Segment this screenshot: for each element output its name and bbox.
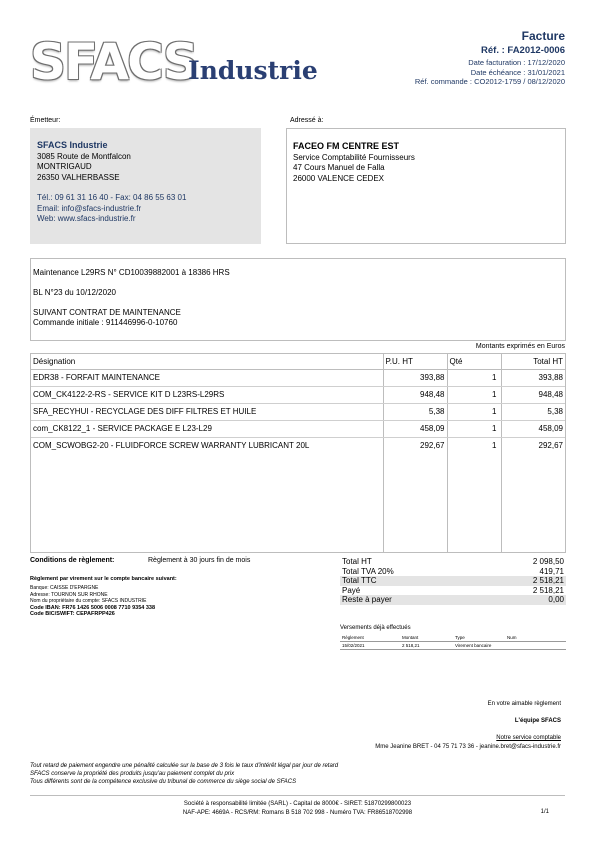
accounting-contact: Mme Jeanine BRET - 04 75 71 73 36 - jeanine.bret@sfacs-industrie.fr bbox=[375, 744, 561, 750]
total-value: 0,00 bbox=[548, 595, 564, 605]
payment-type: Virement bancaire bbox=[453, 642, 505, 650]
note-initial-order: Commande initiale : 911446996-0-10760 bbox=[33, 318, 178, 327]
cell-designation: EDR38 - FORFAIT MAINTENANCE bbox=[31, 369, 383, 386]
filler-cell bbox=[447, 454, 501, 553]
bank-iban: Code IBAN: FR76 1426 5006 0008 7710 9354 338 bbox=[30, 604, 156, 611]
table-row bbox=[31, 420, 565, 437]
total-value: 2 098,50 bbox=[532, 557, 564, 566]
page-number: 1/1 bbox=[540, 809, 549, 815]
footer-line: Société à responsabilité limitée (SARL) - Capital de 8000€ - SIRET: 51870299800023 bbox=[183, 801, 412, 807]
header-unit-price: P.U. HT bbox=[383, 354, 447, 369]
table-row bbox=[31, 386, 565, 403]
table-header-row bbox=[31, 354, 565, 369]
legal-line: Tous différents sont de la compétence exclusive du tribunal de commerce du siège social de SFACS bbox=[30, 779, 297, 785]
cell-total: 292,67 bbox=[538, 441, 563, 451]
note-maintenance: Maintenance L29RS N° CD10039882001 à 18386 HRS bbox=[33, 268, 230, 277]
total-value: 2 518,21 bbox=[532, 576, 564, 586]
cell-total: 458,09 bbox=[501, 420, 565, 437]
addressee-address-line: Service Comptabilité Fournisseurs bbox=[293, 152, 415, 162]
currency-note: Montants exprimés en Euros bbox=[475, 343, 565, 350]
table-filler-row bbox=[31, 454, 565, 553]
company-logo bbox=[30, 34, 320, 92]
total-label: Reste à payer bbox=[342, 595, 392, 605]
cell-unit-price: 458,09 bbox=[383, 420, 447, 437]
bank-details bbox=[30, 585, 320, 618]
total-row bbox=[340, 595, 566, 605]
payments-title: Versements déjà effectués bbox=[340, 625, 411, 631]
order-ref: Réf. commande : CO2012-1759 / 08/12/2020 bbox=[414, 77, 565, 86]
filler-cell bbox=[31, 454, 383, 553]
cell-total: 393,88 bbox=[501, 369, 565, 386]
total-label: Total TTC bbox=[342, 576, 377, 586]
payments-made bbox=[340, 625, 566, 650]
total-row bbox=[340, 567, 566, 577]
emitter-name: SFACS Industrie bbox=[37, 140, 108, 150]
invoice-ref: Réf. : FA2012-0006 bbox=[481, 45, 565, 56]
legal-line: SFACS conserve la propriété des produits jusqu'au paiement complet du prix bbox=[30, 771, 235, 777]
cell-quantity: 1 bbox=[447, 369, 501, 386]
header-designation: Désignation bbox=[31, 354, 383, 369]
addressee-box bbox=[286, 128, 566, 244]
invoice-title: Facture bbox=[521, 29, 565, 43]
payment-conditions bbox=[30, 557, 320, 618]
payments-header-row bbox=[340, 634, 566, 642]
payments-header: Règlement bbox=[340, 634, 400, 642]
legal-line: Tout retard de paiement engendre une pénalité calculée sur la base de 3 fois le taux d'intérêt légal par jour de retard bbox=[30, 763, 339, 769]
conditions-label: Conditions de règlement: bbox=[30, 557, 115, 564]
invoice-notes-box bbox=[30, 258, 566, 341]
logo-mark: SFACS bbox=[30, 33, 197, 91]
cell-unit-price: 5,38 bbox=[383, 403, 447, 420]
payments-row bbox=[340, 642, 566, 650]
cell-designation: COM_CK4122-2-RS - SERVICE KIT D L23RS-L29RS bbox=[31, 386, 383, 403]
legal-notice bbox=[30, 762, 338, 786]
closing-greeting: En votre aimable règlement bbox=[487, 701, 561, 707]
payments-header: Montant bbox=[400, 634, 453, 642]
emitter-label: Émetteur: bbox=[30, 117, 61, 124]
total-value: 2 518,21 bbox=[532, 585, 564, 595]
emitter-email: Email: info@sfacs-industrie.fr bbox=[37, 203, 142, 213]
payment-date: 15/02/2021 bbox=[340, 642, 400, 650]
payment-number bbox=[505, 642, 566, 650]
table-row bbox=[31, 369, 565, 386]
emitter-website: Web: www.sfacs-industrie.fr bbox=[37, 214, 136, 223]
bank-address: Adresse: TOURNON SUR RHONE bbox=[30, 591, 108, 598]
filler-cell bbox=[501, 454, 565, 553]
note-contract: SUIVANT CONTRAT DE MAINTENANCE bbox=[33, 308, 181, 317]
cell-unit-price: 393,88 bbox=[383, 369, 447, 386]
invoice-header bbox=[415, 29, 565, 87]
total-value: 419,71 bbox=[539, 566, 564, 576]
line-items-table bbox=[30, 353, 566, 553]
cell-quantity: 1 bbox=[447, 403, 501, 420]
conditions-value: Règlement à 30 jours fin de mois bbox=[148, 557, 251, 564]
cell-unit-price: 292,67 bbox=[383, 437, 447, 454]
bank-bic: Code BIC/SWIFT: CEPAFRPP426 bbox=[30, 611, 115, 617]
closing-signature: L'équipe SFACS bbox=[514, 718, 561, 724]
table-row bbox=[31, 437, 565, 454]
bank-transfer-title: Règlement par virement sur le compte bancaire suivant: bbox=[30, 576, 177, 582]
emitter-address-line: 26350 VALHERBASSE bbox=[37, 172, 120, 182]
emitter-address-line: MONTRIGAUD bbox=[37, 162, 92, 171]
emitter-address-line: 3085 Route de Montfalcon bbox=[37, 151, 131, 161]
note-delivery: BL N°23 du 10/12/2020 bbox=[33, 288, 116, 297]
total-row bbox=[340, 557, 566, 567]
totals-block bbox=[340, 557, 566, 605]
company-footer bbox=[0, 800, 595, 817]
cell-designation: com_CK8122_1 - SERVICE PACKAGE E L23-L29 bbox=[31, 420, 383, 437]
cell-quantity: 1 bbox=[447, 420, 501, 437]
header-total: Total HT bbox=[501, 354, 565, 369]
payments-header: Num bbox=[505, 634, 566, 642]
footer-line: NAF-APE: 4669A - RCS/RM: Romans B 518 702 998 - Numéro TVA: FR86518702998 bbox=[182, 809, 413, 816]
total-label: Payé bbox=[342, 585, 361, 595]
header-quantity: Qté bbox=[447, 354, 501, 369]
cell-quantity: 1 bbox=[447, 437, 501, 454]
addressee-name: FACEO FM CENTRE EST bbox=[293, 141, 400, 151]
emitter-box bbox=[30, 128, 261, 244]
cell-designation: COM_SCWOBG2-20 - FLUIDFORCE SCREW WARRANTY LUBRICANT 20L bbox=[31, 437, 383, 454]
cell-quantity: 1 bbox=[447, 386, 501, 403]
bank-name: Banque: CAISSE D'EPARGNE bbox=[30, 585, 99, 591]
total-row bbox=[340, 576, 566, 586]
footer-divider bbox=[30, 795, 565, 796]
cell-designation: SFA_RECYHUI - RECYCLAGE DES DIFF FILTRES ET HUILE bbox=[31, 403, 383, 420]
cell-total: 948,48 bbox=[501, 386, 565, 403]
filler-cell bbox=[383, 454, 447, 553]
addressee-address-line: 26000 VALENCE CEDEX bbox=[293, 173, 385, 183]
table-row bbox=[31, 403, 565, 420]
payment-amount: 2 518,21 bbox=[400, 642, 453, 650]
total-label: Total HT bbox=[342, 557, 372, 566]
payments-header: Type bbox=[453, 634, 505, 642]
addressee-address-line: 47 Cours Manuel de Falla bbox=[293, 163, 385, 172]
bank-account-owner: Nom du propriétaire du compte: SFACS INDUSTRIE bbox=[30, 598, 147, 604]
cell-unit-price: 948,48 bbox=[383, 386, 447, 403]
total-row bbox=[340, 586, 566, 596]
total-label: Total TVA 20% bbox=[342, 566, 394, 576]
due-date: Date échéance : 31/01/2021 bbox=[470, 67, 565, 77]
accounting-service-label: Notre service comptable bbox=[496, 735, 561, 741]
cell-total: 5,38 bbox=[501, 403, 565, 420]
addressee-label: Adressé à: bbox=[290, 117, 324, 124]
invoice-date: Date facturation : 17/12/2020 bbox=[468, 58, 565, 67]
emitter-phone: Tél.: 09 61 31 16 40 - Fax: 04 86 55 63 01 bbox=[37, 193, 187, 202]
logo-subtitle: Industrie bbox=[188, 56, 318, 85]
